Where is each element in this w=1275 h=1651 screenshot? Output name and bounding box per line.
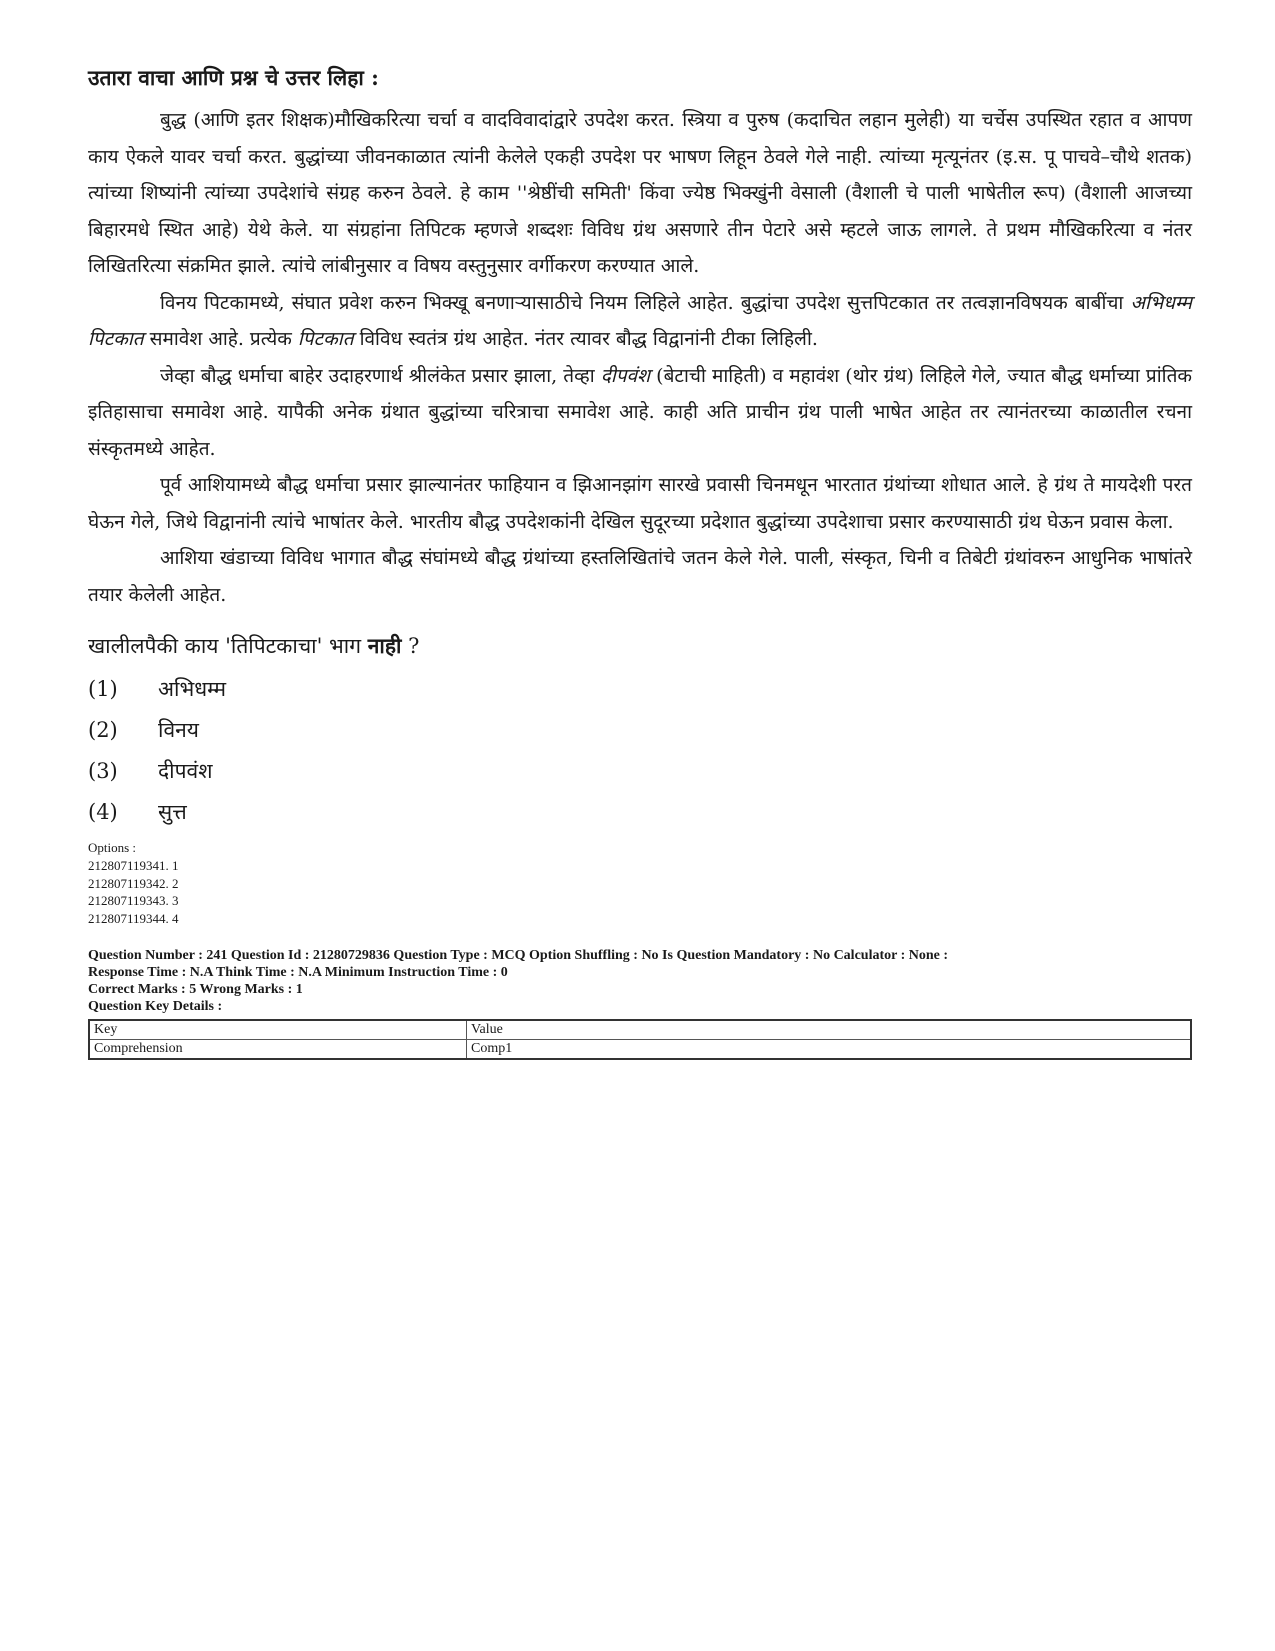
choice-number: (1) [88,677,118,701]
question-text [88,629,1192,663]
question-text-a: खालीलपैकी काय 'तिपिटकाचा' भाग [88,634,368,658]
question-info-line: Correct Marks : 5 Wrong Marks : 1 [88,982,303,997]
table-cell-key: Comprehension [89,1040,467,1060]
question-info-line: Question Key Details : [88,999,223,1014]
paragraph-2 [88,285,1192,358]
answer-choice-3[interactable] [88,751,1192,792]
paragraph-3 [88,358,1192,468]
paragraph-2-text-c: विविध स्वतंत्र ग्रंथ आहेत. नंतर त्यावर बौद्ध विद्वानांनी टीका लिहिली. [353,328,818,350]
answer-choices [88,669,1192,833]
answer-choice-1[interactable] [88,669,1192,710]
choice-label: अभिधम्म [158,677,226,701]
question-text-bold: नाही [367,633,402,658]
table-row [89,1040,1191,1060]
choice-number: (2) [88,718,118,742]
table-header-key: Key [89,1020,467,1040]
choice-number: (3) [88,759,118,783]
paragraph-3-text-b: (बेटाची माहिती) व महावंश (थोर ग्रंथ) लिहिले गेले, ज्यात बौद्ध धर्माच्या प्रांतिक इतिहासाचा समावेश आहे. यापैकी अनेक ग्रंथात बुद्धांच्या चरित्राचा समावेश आहे. काही अति प्राचीन ग्रंथ पाली भाषेत आहेत तर त्यानंतरच्या काळातील रचना संस्कृतमध्ये आहेत. [88,364,1192,460]
answer-choice-2[interactable] [88,710,1192,751]
choice-number: (4) [88,800,118,824]
option-id: 212807119341. 1 [88,858,179,873]
passage-heading: उतारा वाचा आणि प्रश्न चे उत्तर लिहा : [88,65,379,90]
paragraph-2-italic-1: अभिधम्म पिटकात [88,291,1192,350]
table-row [89,1020,1191,1040]
option-id: 212807119343. 3 [88,893,179,908]
paragraph-2-text-a: विनय पिटकामध्ये, संघात प्रवेश करुन भिक्खू बनणाऱ्यासाठीचे नियम लिहिले आहेत. बुद्धांचा उपदेश सुत्तपिटकात तर तत्वज्ञानविषयक बाबींचा [160,291,1131,314]
options-list [88,857,1192,927]
paragraph-1: बुद्ध (आणि इतर शिक्षक)मौखिकरित्या चर्चा व वादविवादांद्वारे उपदेश करत. स्त्रिया व पुरुष (कदाचित लहान मुलेही) या चर्चेस उपस्थित रहात व आपण काय ऐकले यावर चर्चा करत. बुद्धांच्या जीवनकाळात त्यांनी केलेले एकही उपदेश पर भाषण लिहून ठेवले गेले नाही. त्यांच्या मृत्यूनंतर (इ.स. पू पाचवे–चौथे शतक) त्यांच्या शिष्यांनी त्यांच्या उपदेशांचे संग्रह करुन ठेवले. हे काम ''श्रेष्ठींची समिती' किंवा ज्येष्ठ भिक्खुंनी वेसाली (वैशाली चे पाली भाषेतील रूप) (वैशाली आजच्या बिहारमधे स्थित आहे) येथे केले. या संग्रहांना तिपिटक म्हणजे शब्दशः विविध ग्रंथ असणारे तीन पेटारे असे म्हटले जाऊ लागले. ते प्रथम मौखिकरित्या व नंतर लिखितरित्या संक्रमित झाले. त्यांचे लांबीनुसार व विषय वस्तुनुसार वर्गीकरण करण्यात आले. [88,109,1192,277]
question-info-line: Response Time : N.A Think Time : N.A Minimum Instruction Time : 0 [88,965,508,980]
paragraph-2-text-b: समावेश आहे. प्रत्येक [143,328,298,350]
question-info-line: Question Number : 241 Question Id : 21280729836 Question Type : MCQ Option Shuffling : No Is Question Mandatory : No Calculator : None : [88,948,949,963]
choice-label: विनय [158,718,199,742]
table-header-value: Value [467,1020,1192,1040]
paragraph-2-italic-2: पिटकात [297,328,354,350]
question-info [88,947,1192,1015]
paragraph-4: पूर्व आशियामध्ये बौद्ध धर्माचा प्रसार झाल्यानंतर फाहियान व झिआनझांग सारखे प्रवासी चिनमधून भारतात ग्रंथांच्या शोधात आले. हे ग्रंथ ते मायदेशी परत घेऊन गेले, जिथे विद्वानांनी त्यांचे भाषांतर केले. भारतीय बौद्ध उपदेशकांनी देखिल सुदूरच्या प्रदेशात बुद्धांच्या उपदेशाचा प्रसार करण्यासाठी ग्रंथ घेऊन प्रवास केला. [88,474,1192,533]
options-label: Options : [88,840,137,855]
option-id: 212807119344. 4 [88,910,179,926]
answer-choice-4[interactable] [88,792,1192,833]
paragraph-3-text-a: जेव्हा बौद्ध धर्माचा बाहेर उदाहरणार्थ श्रीलंकेत प्रसार झाला, तेव्हा [160,364,601,387]
choice-label: दीपवंश [158,759,213,783]
document-page [88,62,1192,1060]
paragraph-5: आशिया खंडाच्या विविध भागात बौद्ध संघांमध्ये बौद्ध ग्रंथांच्या हस्तलिखितांचे जतन केले गेले. पाली, संस्कृत, चिनी व तिबेटी ग्रंथांवरुन आधुनिक भाषांतरे तयार केलेली आहेत. [88,547,1192,606]
table-cell-value: Comp1 [467,1040,1192,1060]
paragraph-3-italic: दीपवंश [600,364,651,387]
choice-label: सुत्त [158,800,187,824]
option-id: 212807119342. 2 [88,875,179,891]
question-key-table [88,1019,1192,1060]
question-text-b: ? [401,634,420,658]
